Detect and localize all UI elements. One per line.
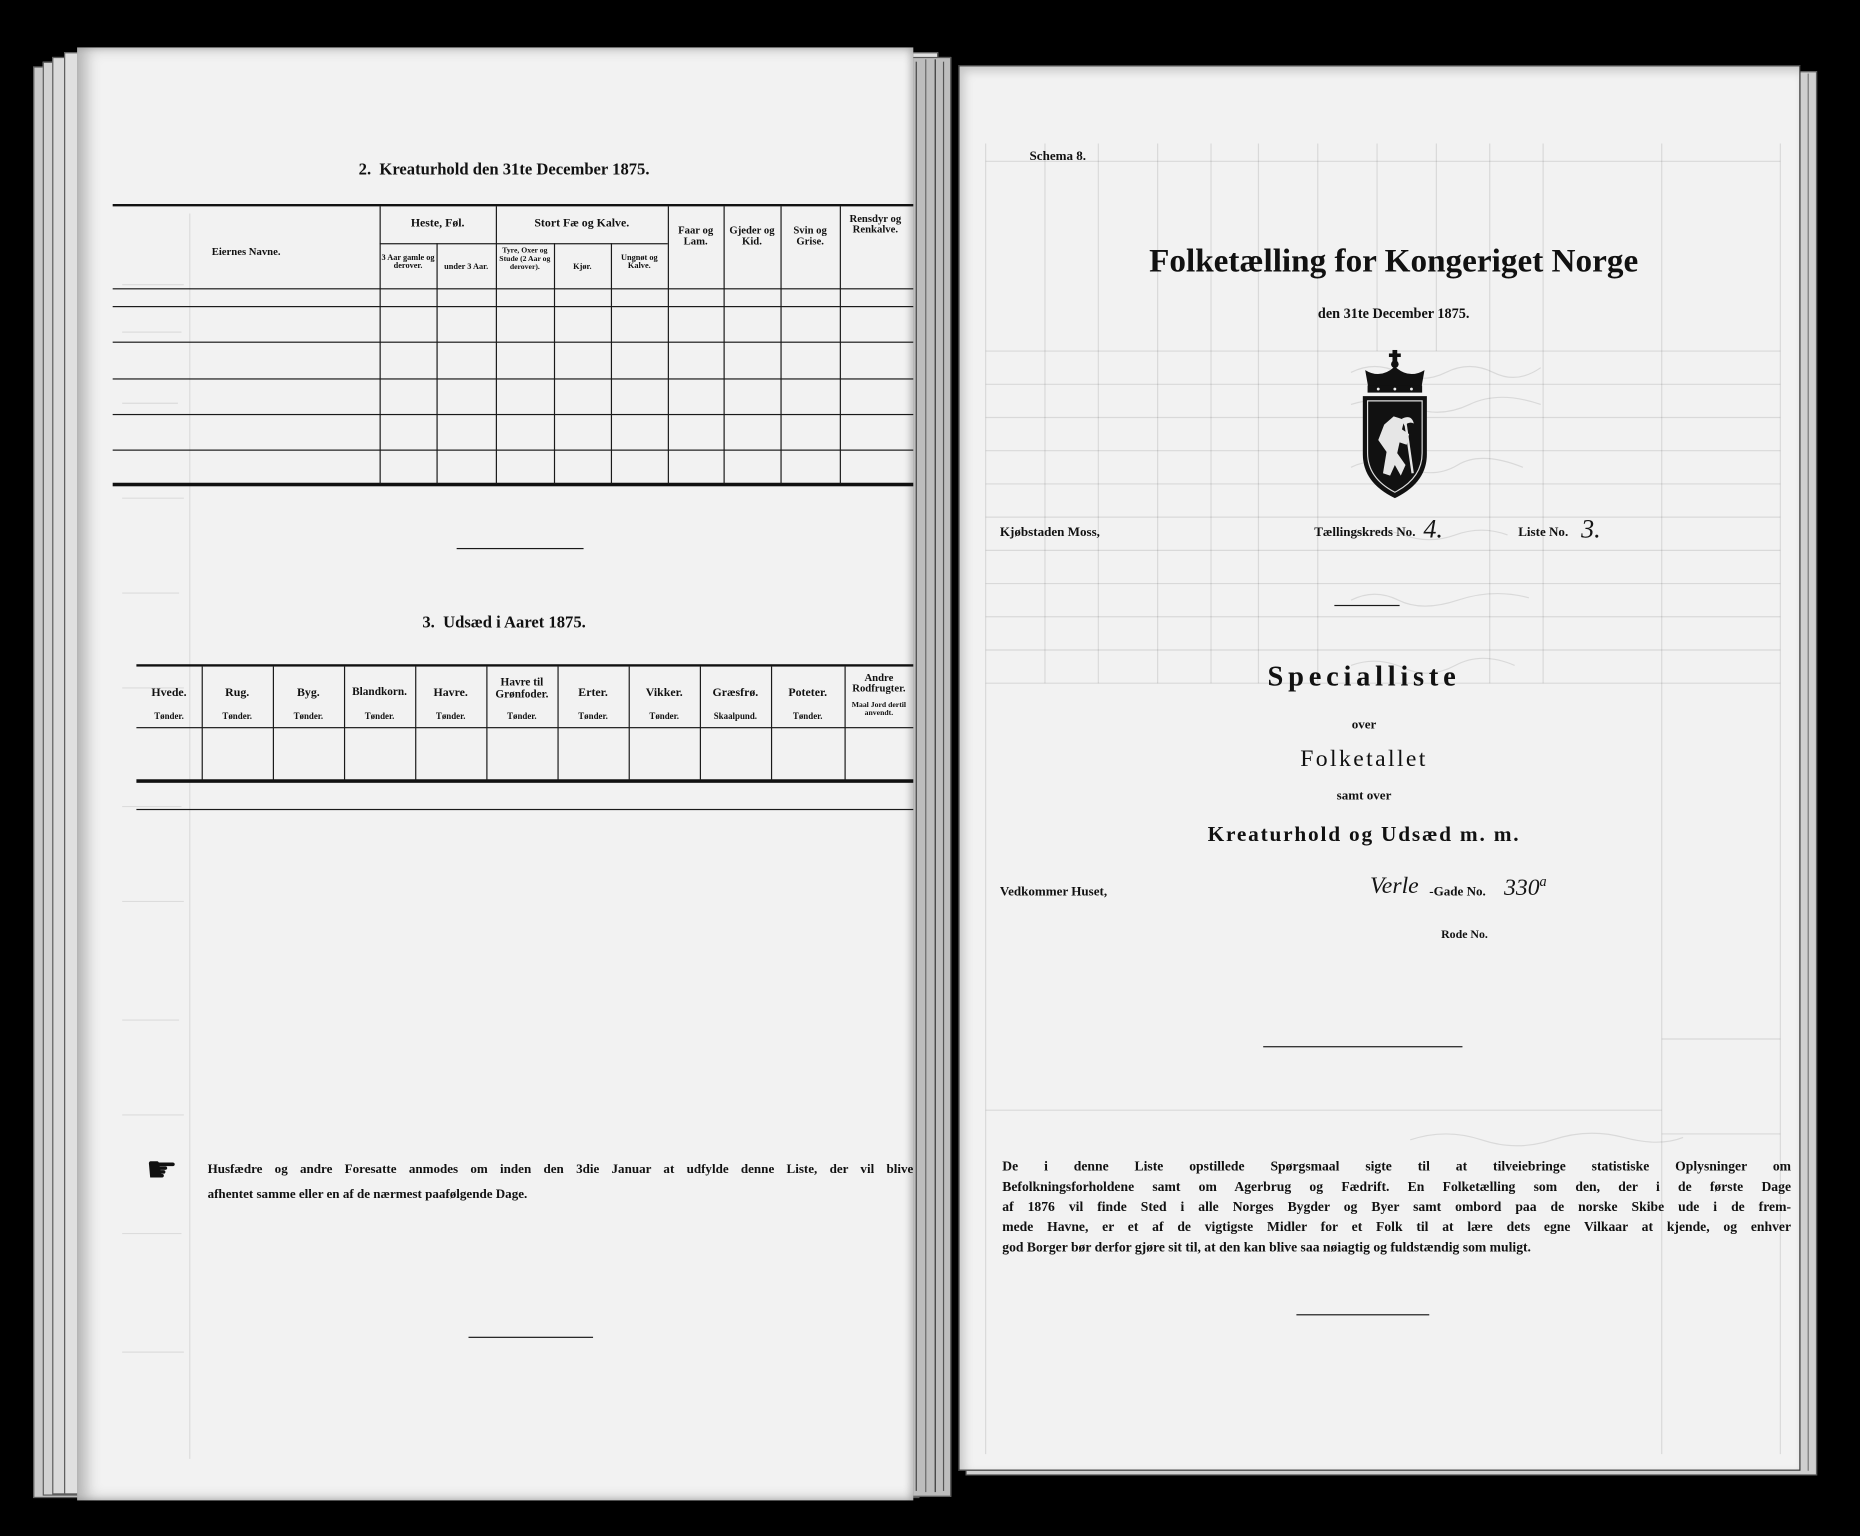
seed-col-unit: Tønder. — [792, 710, 823, 722]
row-rule — [113, 378, 914, 379]
column-rule — [344, 667, 345, 781]
section3-title: 3. Udsæd i Aaret 1875. — [422, 614, 586, 633]
column-rule — [415, 667, 416, 781]
column-rule — [486, 667, 487, 781]
column-rule — [780, 206, 781, 484]
census-date: den 31te December 1875. — [1317, 304, 1470, 322]
town-label: Kjøbstaden Moss, — [999, 525, 1100, 540]
column-rule — [557, 667, 558, 781]
seed-col-unit: Tønder. — [154, 710, 184, 722]
row-rule — [113, 450, 914, 451]
seed-col-unit: Maal Jord dertil anvendt. — [851, 700, 907, 718]
owner-name-header: Eiernes Navne. — [211, 245, 281, 258]
goats-header: Gjeder og Kid. — [729, 224, 775, 248]
column-rule — [380, 206, 381, 484]
cattle-cows-subheader: Kjør. — [573, 262, 592, 272]
livestock-seed-text: Kreaturhold og Udsæd m. m. — [1207, 821, 1521, 846]
house-label: Vedkommer Huset, — [999, 884, 1108, 900]
row-rule — [113, 342, 914, 343]
subcolumn-rule — [554, 243, 555, 484]
notice-line-2: afhentet samme eller en af de nærmest paafølgende Dage. — [207, 1187, 528, 1202]
separator-rule — [1296, 1314, 1429, 1315]
population-text: Folketallet — [1300, 746, 1428, 773]
column-rule — [845, 667, 846, 781]
header-bottom-rule — [113, 288, 914, 289]
census-title: Folketælling for Kongeriget Norge — [1149, 243, 1639, 280]
paragraph-line: De i denne Liste opstillede Spørgsmaal sigte til at tilveiebringe statistiske Oplysninger om — [1002, 1160, 1792, 1175]
seed-col-label: Vikker. — [645, 686, 683, 700]
livestock-table — [113, 204, 914, 486]
rode-label: Rode No. — [1441, 928, 1488, 942]
seed-col-unit: Tønder. — [364, 710, 395, 722]
list-number-handwritten: 3. — [1581, 513, 1601, 544]
row-rule — [113, 414, 914, 415]
horses-young-subheader: under 3 Aar. — [444, 262, 489, 272]
district-label: Tællingskreds No. — [1314, 525, 1416, 540]
seed-table-underline — [136, 809, 913, 810]
paragraph-line: god Borger bør derfor gjøre sit til, at den kan blive saa nøiagtig og fuldstændig som muligt. — [1002, 1240, 1531, 1255]
sheep-header: Faar og Lam. — [678, 224, 714, 248]
paragraph-line: Befolkningsforholdene samt om Agerbrug og Fædrift. En Folketælling som den, der i de første Dage — [1002, 1180, 1792, 1195]
paragraph-line: af 1876 vil finde Sted i alle Norges Bygder og Byer samt ombord paa de norske Skibe ude i de frem- — [1002, 1200, 1792, 1215]
seed-col-unit: Tønder. — [222, 710, 253, 722]
seed-col-label: Rug. — [225, 686, 250, 700]
column-rule — [724, 206, 725, 484]
unit-row-rule — [136, 727, 913, 728]
special-list-title: Specialliste — [1267, 661, 1461, 693]
column-rule — [771, 667, 772, 781]
subcolumn-rule — [611, 243, 612, 484]
column-rule — [273, 667, 274, 781]
house-number-digits: 330 — [1503, 874, 1540, 902]
street-label: -Gade No. — [1429, 884, 1486, 900]
spine-line — [925, 59, 926, 1492]
seed-col-label: Byg. — [297, 686, 320, 700]
seed-col-label: Andre Rodfrugter. — [852, 671, 906, 695]
seed-col-label: Havre. — [433, 686, 468, 700]
street-name-handwritten: Verle — [1369, 872, 1419, 900]
subheader-rule — [380, 243, 668, 244]
cattle-young-subheader: Ungnøt og Kalve. — [620, 252, 658, 271]
separator-rule — [1263, 1046, 1462, 1047]
column-rule — [629, 667, 630, 781]
spine-line — [935, 59, 936, 1492]
paragraph-line: mede Havne, er et af de vigtigste Midler for et Folk til at lære dets egne Vilkaar at kjende, og enhver — [1002, 1220, 1792, 1235]
list-label: Liste No. — [1518, 525, 1569, 540]
coat-of-arms-emblem — [1352, 350, 1437, 501]
reindeer-header: Rensdyr og Renkalve. — [849, 212, 902, 236]
horses-header: Heste, Føl. — [410, 217, 465, 231]
cattle-bulls-subheader: Tyre, Oxer og Stude (2 Aar og derover). — [499, 246, 551, 272]
row-rule — [113, 306, 914, 307]
seed-col-unit: Tønder. — [507, 710, 537, 722]
seed-col-label: Poteter. — [788, 686, 828, 700]
seed-col-label: Havre til Grønfoder. — [495, 677, 549, 701]
separator-rule — [457, 548, 584, 549]
house-number-suffix: a — [1539, 872, 1547, 890]
separator-rule — [1334, 605, 1399, 606]
district-number-handwritten: 4. — [1423, 513, 1443, 544]
column-rule — [202, 667, 203, 781]
column-rule — [668, 206, 669, 484]
schema-number: Schema 8. — [1029, 149, 1087, 164]
seed-col-unit: Tønder. — [435, 710, 466, 722]
page-edge-line — [1808, 74, 1809, 1471]
house-number-handwritten — [1504, 873, 1547, 902]
seed-col-label: Blandkorn. — [352, 686, 407, 699]
subcolumn-rule — [436, 243, 437, 484]
column-rule — [496, 206, 497, 484]
seed-col-label: Erter. — [578, 686, 608, 700]
seed-col-unit: Tønder. — [293, 710, 324, 722]
horses-old-subheader: 3 Aar gamle og derover. — [381, 252, 435, 271]
column-rule — [700, 667, 701, 781]
spine-line — [916, 62, 917, 1491]
notice-line-1: Husfædre og andre Foresatte anmodes om inden den 3die Januar at udfylde denne Liste, der vil blive — [207, 1162, 914, 1177]
seed-table — [136, 664, 913, 783]
column-rule — [840, 206, 841, 484]
pointing-hand-icon — [146, 1153, 178, 1189]
seed-col-label: Hvede. — [151, 686, 187, 700]
spine-line — [943, 62, 944, 1491]
seed-col-label: Græsfrø. — [712, 686, 759, 700]
samt-over-text: samt over — [1336, 788, 1392, 803]
seed-col-unit: Tønder. — [649, 710, 680, 722]
separator-rule — [469, 1337, 594, 1338]
section2-title: 2. Kreaturhold den 31te December 1875. — [358, 161, 650, 180]
over-text: over — [1351, 717, 1377, 732]
seed-col-unit: Skaalpund. — [713, 710, 758, 722]
cattle-header: Stort Fæ og Kalve. — [534, 217, 630, 231]
pigs-header: Svin og Grise. — [793, 224, 827, 248]
seed-col-unit: Tønder. — [578, 710, 608, 722]
